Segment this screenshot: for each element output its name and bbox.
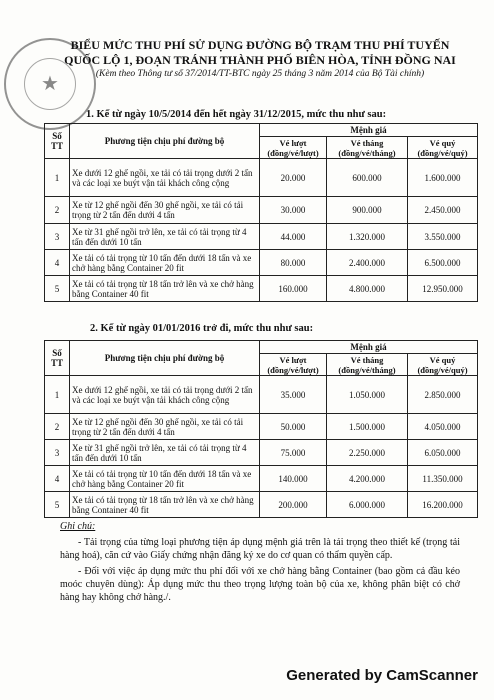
note-1: - Tải trọng của từng loại phương tiện áp dụng mệnh giá trên là tải trọng theo thiết kế (trọng tải hàng hoá), căn cứ vào Giấy chứng nhận đăng ký xe do cơ quan có thẩm quyền cấp. [60, 537, 460, 561]
table-row: 1 Xe dưới 12 ghế ngồi, xe tải có tải trọng dưới 2 tấn và các loại xe buýt vận tải khách công cộng 35.000 1.050.000 2.850.000 [45, 376, 478, 414]
fee-table-2 [44, 340, 478, 518]
col-price-header: Mệnh giá [260, 124, 478, 137]
note-2: - Đối với việc áp dụng mức thu phí đối với xe chở hàng bằng Container (bao gồm cả đầu kéo moóc chuyên dùng): Áp dụng mức thu theo trọng lượng toàn bộ của xe, không phân biệt có chở hàng hay không chở hàng./. [60, 566, 460, 603]
col-trip-header: Vé lượt (đồng/vé/lượt) [260, 137, 327, 159]
camscanner-watermark: Generated by CamScanner [286, 667, 478, 684]
document-title-line1: BIỂU MỨC THU PHÍ SỬ DỤNG ĐƯỜNG BỘ TRẠM THU PHÍ TUYẾN [70, 38, 450, 52]
col-vehicle-header: Phương tiện chịu phí đường bộ [70, 124, 260, 159]
col-month-header: Vé tháng (đồng/vé/tháng) [327, 354, 408, 376]
col-quarter-header: Vé quý (đồng/vé/quý) [408, 137, 478, 159]
col-price-header: Mệnh giá [260, 341, 478, 354]
col-vehicle-header: Phương tiện chịu phí đường bộ [70, 341, 260, 376]
table-row: 5 Xe tải có tải trọng từ 18 tấn trở lên và xe chở hàng bằng Container 40 fit 200.000 6.000.000 16.200.000 [45, 492, 478, 518]
table-row: 2 Xe từ 12 ghế ngồi đến 30 ghế ngồi, xe tải có tải trọng từ 2 tấn đến dưới 4 tấn 30.000 900.000 2.450.000 [45, 197, 478, 224]
seal-star-icon: ★ [41, 73, 59, 95]
document-title-line2: QUỐC LỘ 1, ĐOẠN TRÁNH THÀNH PHỐ BIÊN HÒA, TỈNH ĐỒNG NAI [64, 53, 456, 67]
table-row: 3 Xe từ 31 ghế ngồi trở lên, xe tải có tải trọng từ 4 tấn đến dưới 10 tấn 75.000 2.250.000 6.050.000 [45, 440, 478, 466]
fee-table-1 [44, 123, 478, 302]
table-row: 4 Xe tải có tải trọng từ 10 tấn đến dưới 18 tấn và xe chở hàng bằng Container 20 fit 140.000 4.200.000 11.350.000 [45, 466, 478, 492]
notes-block [60, 520, 460, 604]
col-month-header: Vé tháng (đồng/vé/tháng) [327, 137, 408, 159]
table-row: 3 Xe từ 31 ghế ngồi trở lên, xe tải có tải trọng từ 4 tấn đến dưới 10 tấn 44.000 1.320.000 3.550.000 [45, 224, 478, 250]
section2-heading: 2. Kể từ ngày 01/01/2016 trở đi, mức thu như sau: [90, 323, 314, 334]
table-row: 5 Xe tải có tải trọng từ 18 tấn trở lên và xe chở hàng bằng Container 40 fit 160.000 4.800.000 12.950.000 [45, 276, 478, 302]
col-trip-header: Vé lượt (đồng/vé/lượt) [260, 354, 327, 376]
section1-heading: 1. Kể từ ngày 10/5/2014 đến hết ngày 31/12/2015, mức thu như sau: [86, 109, 387, 120]
table-row: 2 Xe từ 12 ghế ngồi đến 30 ghế ngồi, xe tải có tải trọng từ 2 tấn đến dưới 4 tấn 50.000 1.500.000 4.050.000 [45, 414, 478, 440]
notes-title: Ghi chú: [60, 521, 96, 532]
col-no-header: Số TT [45, 124, 70, 159]
table-row: 4 Xe tải có tải trọng từ 10 tấn đến dưới 18 tấn và xe chở hàng bằng Container 20 fit 80.000 2.400.000 6.500.000 [45, 250, 478, 276]
document-subtitle: (Kèm theo Thông tư số 37/2014/TT-BTC ngày 25 tháng 3 năm 2014 của Bộ Tài chính) [95, 69, 425, 79]
table-row: 1 Xe dưới 12 ghế ngồi, xe tải có tải trọng dưới 2 tấn và các loại xe buýt vận tải khách công cộng 20.000 600.000 1.600.000 [45, 159, 478, 197]
col-no-header: Số TT [45, 341, 70, 376]
col-quarter-header: Vé quý (đồng/vé/quý) [408, 354, 478, 376]
